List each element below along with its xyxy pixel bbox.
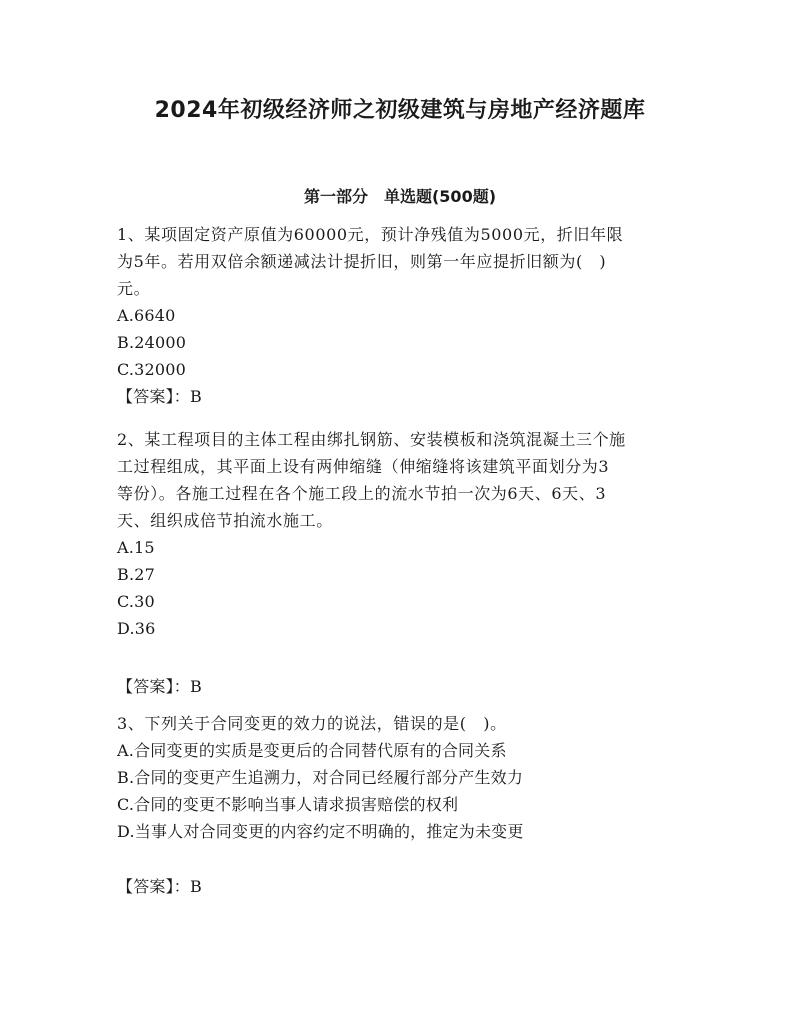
option-a: A.15 [117,538,155,557]
option-b: B.合同的变更产生追溯力，对合同已经履行部分产生效力 [117,768,524,787]
option-b: B.27 [117,565,156,584]
option-c: C.合同的变更不影响当事人请求损害赔偿的权利 [117,795,459,814]
question-stem-line: 等份）。各施工过程在各个施工段上的流水节拍一次为6天、6天、3 [117,484,607,503]
question-stem-line: 2、某工程项目的主体工程由绑扎钢筋、安装模板和浇筑混凝土三个施 [117,430,626,449]
question-3 [117,710,687,845]
document-title: 2024年初级经济师之初级建筑与房地产经济题库 [154,98,646,123]
option-b: B.24000 [117,333,187,352]
answer-block-3 [117,873,687,900]
answer-line: 【答案】：B [117,877,202,896]
question-1 [117,221,687,410]
option-a: A.6640 [117,306,176,325]
question-stem-line: 3、下列关于合同变更的效力的说法，错误的是( )。 [117,714,507,733]
question-stem-line: 天、组织成倍节拍流水施工。 [117,511,333,530]
question-2 [117,426,687,642]
question-stem-line: 工过程组成，其平面上设有两伸缩缝（伸缩缝将该建筑平面划分为3 [117,457,610,476]
option-d: D.36 [117,619,156,638]
question-stem-line: 元。 [117,279,151,298]
option-c: C.30 [117,592,155,611]
answer-line: 【答案】：B [117,387,202,406]
option-c: C.32000 [117,360,187,379]
section-title: 第一部分 单选题(500题) [303,187,497,206]
option-a: A.合同变更的实质是变更后的合同替代原有的合同关系 [117,741,507,760]
answer-line: 【答案】：B [117,677,202,696]
question-stem-line: 为5年。若用双倍余额递减法计提折旧，则第一年应提折旧额为( ) [117,252,607,271]
question-stem-line: 1、某项固定资产原值为60000元，预计净残值为5000元，折旧年限 [117,225,624,244]
option-d: D.当事人对合同变更的内容约定不明确的，推定为未变更 [117,822,524,841]
answer-block-2 [117,673,687,700]
